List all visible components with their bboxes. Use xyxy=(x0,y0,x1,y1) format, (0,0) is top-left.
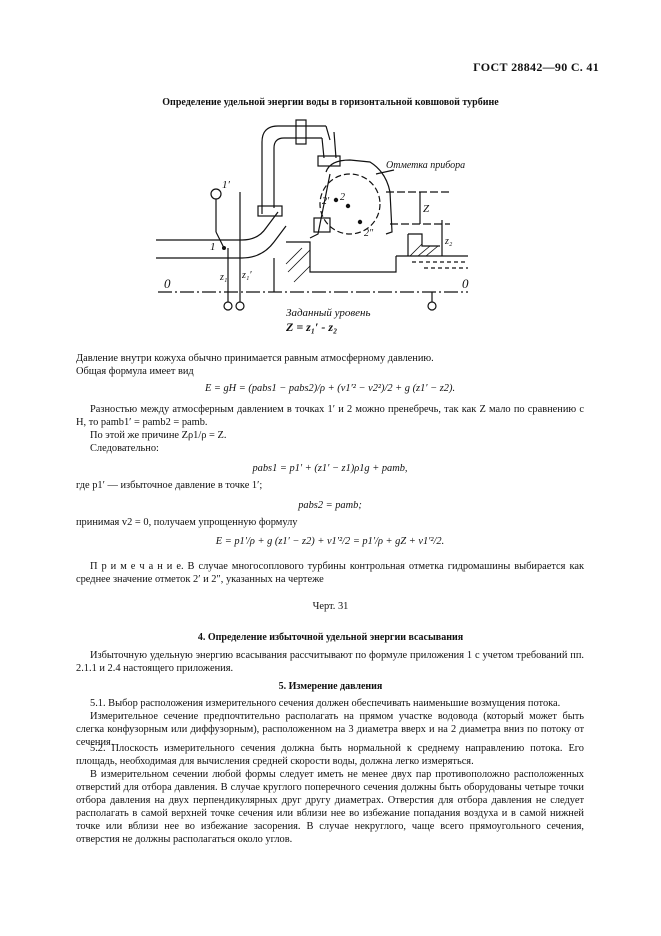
paragraph-where-p1: где p1′ — избыточное давление в точке 1′; xyxy=(76,480,263,491)
section-4-paragraph: Избыточную удельную энергию всасывания рассчитывают по формуле приложения 1 с учетом требований пп. 2.1.1 и 2.4 настоящего приложения. xyxy=(76,650,584,674)
label-2dprime: 2″ xyxy=(364,228,374,239)
label-level-formula: Z = z₁′ - z₂ xyxy=(286,320,338,334)
paragraph-simplified: принимая v2 = 0, получаем упрощенную формулу xyxy=(76,517,298,528)
label-zero-left: 0 xyxy=(164,276,171,291)
section-5-paragraph-2: Измерительное сечение предпочтительно располагать на прямом участке водовода (который может быть слегка конфузорным или диффузорным), расположенном на 3 диаметра вверх и на 2 диаметра вниз по потоку от сечения. xyxy=(76,711,584,748)
section-4-title: 4. Определение избыточной удельной энергии всасывания xyxy=(197,632,464,643)
label-1: 1 xyxy=(210,241,216,253)
formula-pabs2: pabs2 = pamb; xyxy=(298,500,362,511)
label-z1prime: z₁′ xyxy=(242,270,252,281)
formula-simplified: E = p1′/ρ + g (z1′ − z2) + v1′²/2 = p1′/ρ + gZ + v1′²/2. xyxy=(215,536,445,547)
label-zero-right: 0 xyxy=(462,276,469,291)
label-z2: z₂ xyxy=(445,236,453,247)
label-level: Заданный уровень xyxy=(286,307,371,319)
figure-title: Определение удельной энергии воды в горизонтальной ковшовой турбине xyxy=(162,97,499,108)
turbine-drawing xyxy=(150,112,490,337)
section-5-paragraph-1: 5.1. Выбор расположения измерительного сечения должен обеспечивать наименьшие возмущения потока. xyxy=(90,698,561,709)
formula-general: E = gH = (pabs1 − pabs2)/ρ + (v1′² − v2²)/2 + g (z1′ − z2). xyxy=(204,383,456,394)
paragraph-atm-difference: Разностью между атмосферным давлением в точках 1′ и 2 можно пренебречь, так как Z мало по сравнению с H, то pamb1′ = pamb2 = pamb. xyxy=(76,404,584,428)
label-2: 2 xyxy=(340,192,345,203)
label-1prime: 1′ xyxy=(222,179,230,191)
label-z1: z₁ xyxy=(220,272,228,283)
paragraph-therefore: Следовательно: xyxy=(90,443,159,454)
paragraph-casing-pressure: Давление внутри кожуха обычно принимается равным атмосферному давлению. xyxy=(76,353,434,364)
label-z: Z xyxy=(423,203,430,215)
figure-caption: Черт. 31 xyxy=(312,601,349,612)
paragraph-note: П р и м е ч а н и е. В случае многосоплового турбины контрольная отметка гидромашины выбирается как среднее значение отметок 2′ и 2″, указанных на чертеже xyxy=(76,561,584,585)
formula-pabs1: pabs1 = p1′ + (z1′ − z1)ρ1g + pamb, xyxy=(252,463,408,474)
section-5-paragraph-4: В измерительном сечении любой формы следует иметь не менее двух пар противоположно расположенных отверстий для отбора давления. В случае круглого поперечного сечения должны быть оборудованы четыре точки отбора давления на двух перпендикулярных друг другу диаметрах. Отверстия для отбора давления не следует располагать в самой верхней точке сечения или вблизи нее во избежание попадания воздуха и в самой нижней точке или вблизи нее во избежание засорения. В случае некруглого, чаще всего прямоугольного сечения, отверстия не должны располагаться около углов. xyxy=(76,769,584,845)
label-mark: Отметка прибора xyxy=(386,160,466,171)
page-header: ГОСТ 28842—90 С. 41 xyxy=(473,60,599,74)
label-2prime: 2′ xyxy=(322,196,330,207)
section-5-title: 5. Измерение давления xyxy=(278,681,383,692)
paragraph-same-reason: По этой же причине Zρ1/ρ = Z. xyxy=(90,430,227,441)
section-5-paragraph-3: 5.2. Плоскость измерительного сечения должна быть нормальной к среднему направлению потока. Его площадь, необходимая для вычисления средней скорости воды, должна легко измеряться. xyxy=(76,743,584,767)
paragraph-general-formula: Общая формула имеет вид xyxy=(76,366,194,377)
